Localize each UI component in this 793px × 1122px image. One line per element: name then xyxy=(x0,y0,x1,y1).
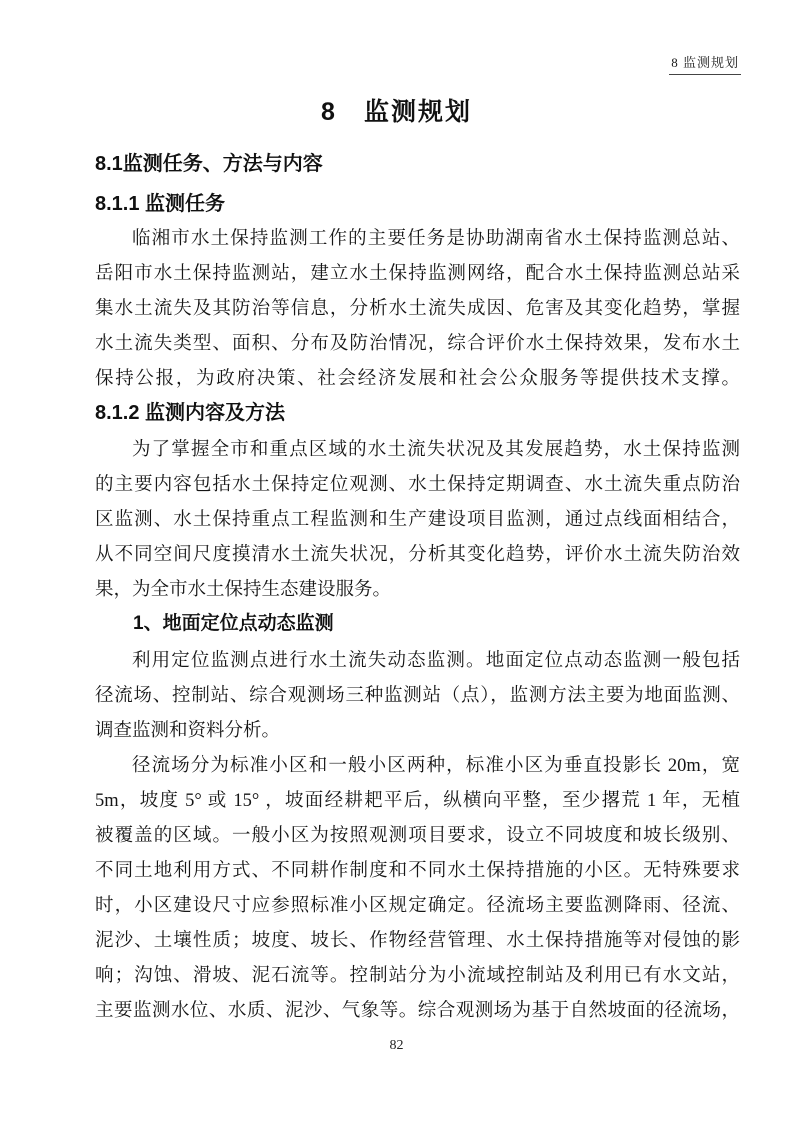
text-line: 保持公报，为政府决策、社会经济发展和社会公众服务等提供技术支撑。 xyxy=(95,369,740,389)
text-line: 5m，坡度 5° 或 15° ，坡面经耕耙平后，纵横向平整，至少撂荒 1 年，无植 xyxy=(95,791,740,811)
paragraph-positioning-points xyxy=(95,644,740,749)
text-line: 调查监测和资料分析。 xyxy=(95,721,281,741)
page-footer xyxy=(0,1038,793,1054)
page-header xyxy=(669,52,741,75)
text-line: 泥沙、土壤性质；坡度、坡长、作物经营管理、水土保持措施等对侵蚀的影 xyxy=(95,931,740,951)
text-line: 主要监测水位、水质、泥沙、气象等。综合观测场为基于自然坡面的径流场， xyxy=(95,1001,740,1021)
text-line: 时，小区建设尺寸应参照标准小区规定确定。径流场主要监测降雨、径流、 xyxy=(95,896,740,916)
text-line: 集水土流失及其防治等信息，分析水土流失成因、危害及其变化趋势，掌握 xyxy=(95,299,740,319)
section-heading-8-1-2: 8.1.2 监测内容及方法 xyxy=(95,402,286,424)
text-line: 岳阳市水土保持监测站，建立水土保持监测网络，配合水土保持监测总站采 xyxy=(95,264,740,284)
subsection-heading-ground-point-monitoring: 1、地面定位点动态监测 xyxy=(133,613,334,634)
text-line: 临湘市水土保持监测工作的主要任务是协助湖南省水土保持监测总站、 xyxy=(132,229,740,249)
chapter-title: 8 监测规划 xyxy=(321,98,472,126)
section-heading-8-1-1: 8.1.1 监测任务 xyxy=(95,193,226,215)
text-line: 为了掌握全市和重点区域的水土流失状况及其发展趋势，水土保持监测 xyxy=(132,440,740,460)
page-content xyxy=(95,150,740,1029)
text-line: 的主要内容包括水土保持定位观测、水土保持定期调查、水土流失重点防治 xyxy=(95,475,740,495)
text-line: 利用定位监测点进行水土流失动态监测。地面定位点动态监测一般包括 xyxy=(132,651,740,671)
text-line: 径流场、控制站、综合观测场三种监测站（点），监测方法主要为地面监测、 xyxy=(95,686,740,706)
text-line: 水土流失类型、面积、分布及防治情况，综合评价水土保持效果，发布水土 xyxy=(95,334,740,354)
paragraph-runoff-plots xyxy=(95,749,740,1029)
page-number: 82 xyxy=(389,1038,404,1053)
text-line: 果，为全市水土保持生态建设服务。 xyxy=(95,580,392,600)
text-line: 不同土地利用方式、不同耕作制度和不同水土保持措施的小区。无特殊要求 xyxy=(95,861,740,881)
section-heading-8-1: 8.1监测任务、方法与内容 xyxy=(95,153,323,175)
text-line: 区监测、水土保持重点工程监测和生产建设项目监测，通过点线面相结合， xyxy=(95,510,740,530)
text-line: 响；沟蚀、滑坡、泥石流等。控制站分为小流域控制站及利用已有水文站， xyxy=(95,966,740,986)
running-header-text: 8 监测规划 xyxy=(671,55,739,70)
text-line: 被覆盖的区域。一般小区为按照观测项目要求，设立不同坡度和坡长级别、 xyxy=(95,826,740,846)
paragraph-monitoring-tasks xyxy=(95,222,740,397)
text-line: 径流场分为标准小区和一般小区两种，标准小区为垂直投影长 20m，宽 xyxy=(132,756,740,776)
paragraph-monitoring-content xyxy=(95,433,740,608)
text-line: 从不同空间尺度摸清水土流失状况，分析其变化趋势，评价水土流失防治效 xyxy=(95,545,740,565)
